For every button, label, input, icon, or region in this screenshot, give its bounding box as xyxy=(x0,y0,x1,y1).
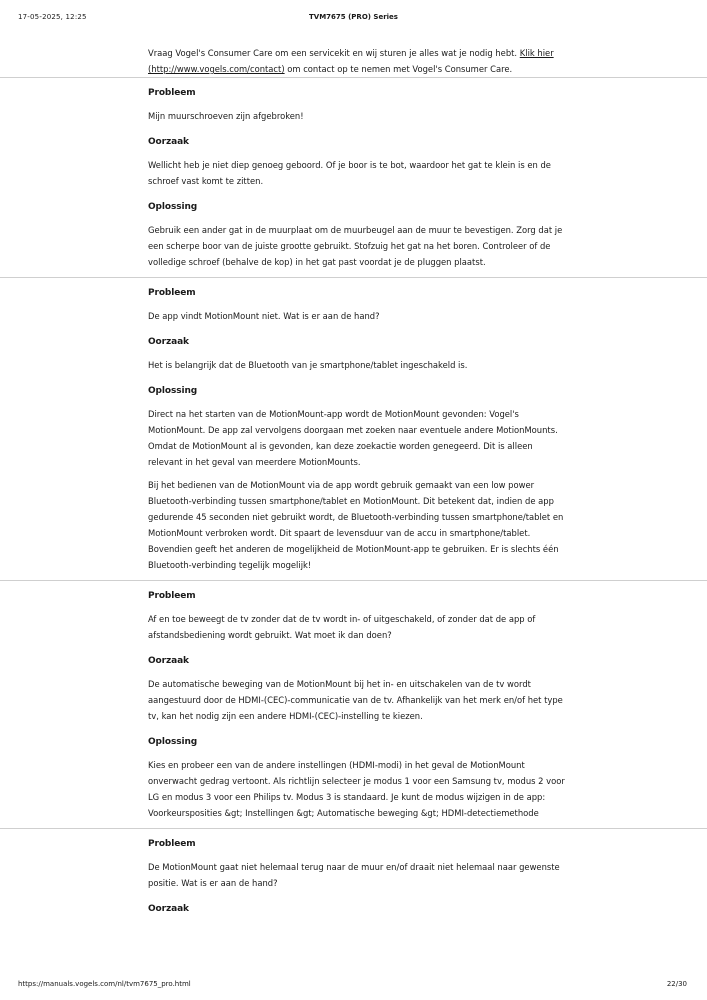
problem-text: Af en toe beweegt de tv zonder dat de tv wordt in- of uitgeschakeld, of zonder dat de app of afstandsbediening wordt gebruikt. Wat moet ik dan doen? xyxy=(148,614,536,640)
intro-text-end: om contact op te nemen met Vogel's Consumer Care. xyxy=(284,64,513,74)
problem-heading: Probleem xyxy=(148,88,196,98)
problem-text: De MotionMount gaat niet helemaal terug naar de muur en/of draait niet helemaal naar gewenste positie. Wat is er aan de hand? xyxy=(148,862,560,888)
intro-text: Vraag Vogel's Consumer Care om een servicekit en wij sturen je alles wat je nodig hebt. xyxy=(148,48,520,58)
solution-heading: Oplossing xyxy=(148,737,198,747)
problem-heading: Probleem xyxy=(148,591,196,601)
problem-text: De app vindt MotionMount niet. Wat is er aan de hand? xyxy=(148,311,380,321)
cause-heading: Oorzaak xyxy=(148,656,189,666)
solution-heading: Oplossing xyxy=(148,202,198,212)
intro-paragraph xyxy=(148,45,568,77)
problem-heading: Probleem xyxy=(148,288,196,298)
cause-heading: Oorzaak xyxy=(148,137,189,147)
problem-heading: Probleem xyxy=(148,839,196,849)
cause-heading: Oorzaak xyxy=(148,904,189,914)
faq-section-app-not-found xyxy=(0,277,707,573)
solution-text: Direct na het starten van de MotionMount-app wordt de MotionMount gevonden: Vogel's MotionMount. De app zal vervolgens doorgaan met zoeken naar eventuele andere MotionMounts. Omdat de MotionMount al is gevonden, kan deze zoekactie worden genegeerd. Dit is alleen relevant in het geval van meerdere MotionMounts. xyxy=(148,409,558,467)
faq-section-not-returning xyxy=(0,828,707,917)
cause-text: Het is belangrijk dat de Bluetooth van je smartphone/tablet ingeschakeld is. xyxy=(148,360,468,370)
problem-text: Mijn muurschroeven zijn afgebroken! xyxy=(148,111,304,121)
cause-heading: Oorzaak xyxy=(148,337,189,347)
document-title: TVM7675 (PRO) Series xyxy=(309,13,398,21)
solution-text: Gebruik een ander gat in de muurplaat om de muurbeugel aan de muur te bevestigen. Zorg dat je een scherpe boor van de juiste grootte gebruikt. Stofzuig het gat na het boren. Controleer of de volledige schroef (behalve de kop) in het gat past voordat je de pluggen plaatst. xyxy=(148,225,563,267)
contact-link[interactable]: Klik hier (http://www.vogels.com/contact) xyxy=(148,48,554,74)
cause-text: Wellicht heb je niet diep genoeg geboord. Of je boor is te bot, waardoor het gat te klein is en de schroef vast komt te zitten. xyxy=(148,160,551,186)
solution-text: Kies en probeer een van de andere instellingen (HDMI-modi) in het geval de MotionMount onverwacht gedrag vertoont. Als richtlijn selecteer je modus 1 voor een Samsung tv, modus 2 voor LG en modus 3 voor een Philips tv. Modus 3 is standaard. Je kunt de modus wijzigen in de app: Voorkeursposities &gt; Instellingen &gt; Automatische beweging &gt; HDMI-detectiemethode xyxy=(148,760,565,818)
cause-text: De automatische beweging van de MotionMount bij het in- en uitschakelen van de tv wordt aangestuurd door de HDMI-(CEC)-communicatie van de tv. Afhankelijk van het merk en/of het type tv, kan het nodig zijn een andere HDMI-(CEC)-instelling te kiezen. xyxy=(148,679,563,721)
page-number: 22/30 xyxy=(666,980,687,988)
print-date: 17-05-2025, 12:25 xyxy=(18,13,87,21)
faq-section-broken-screws xyxy=(0,77,707,270)
manual-content xyxy=(148,45,568,924)
solution-text: Bij het bedienen van de MotionMount via de app wordt gebruik gemaakt van een low power Bluetooth-verbinding tussen smartphone/tablet en MotionMount. Dit betekent dat, indien de app gedurende 45 seconden niet gebruikt wordt, de Bluetooth-verbinding tussen smartphone/tablet en MotionMount verbroken wordt. Dit spaart de levensduur van de accu in smartphone/tablet. Bovendien geeft het anderen de mogelijkheid de MotionMount-app te gebruiken. Er is slechts één Bluetooth-verbinding tegelijk mogelijk! xyxy=(148,480,564,570)
faq-section-unexpected-movement xyxy=(0,580,707,821)
page-url: https://manuals.vogels.com/nl/tvm7675_pro.html xyxy=(18,980,191,988)
solution-heading: Oplossing xyxy=(148,386,198,396)
